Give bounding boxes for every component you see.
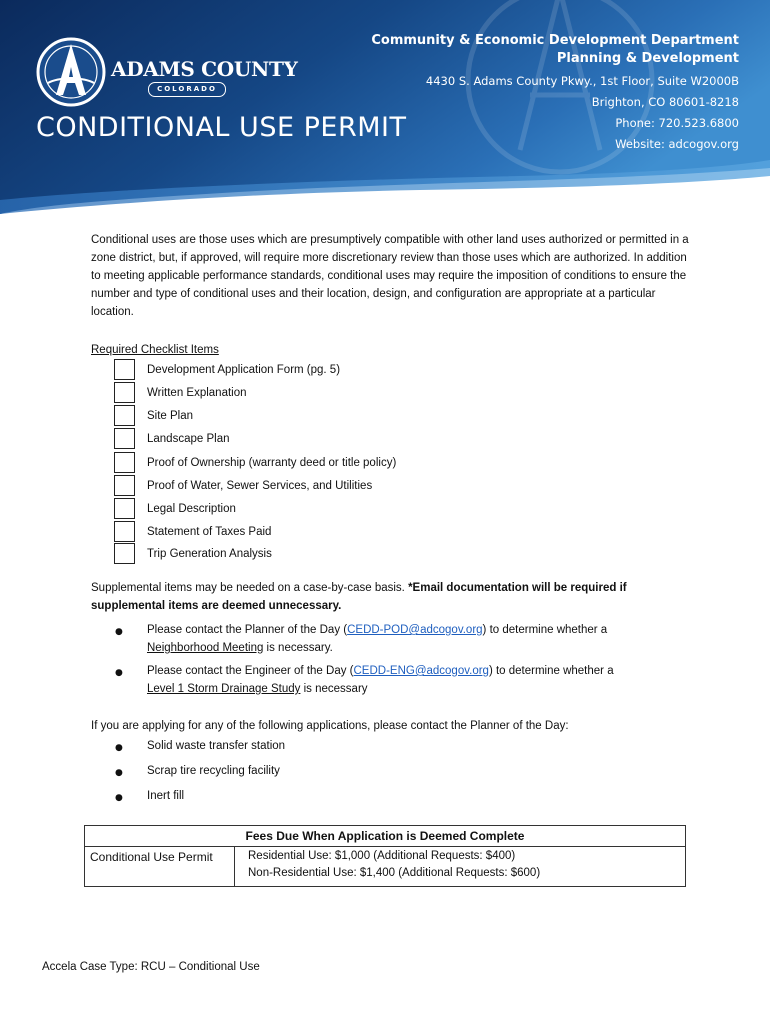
checklist-item-label: Development Application Form (pg. 5) [147,364,341,376]
planner-email-link[interactable]: CEDD-POD@adcogov.org [347,624,483,636]
checkbox[interactable] [114,382,135,403]
contact-text: is necessary [300,683,368,695]
fee-table [84,825,686,887]
checklist-item-label: Landscape Plan [147,433,230,445]
division-name: Planning & Development [556,51,739,66]
checklist-item-label: Legal Description [147,503,236,515]
office-city: Brighton, CO 80601-8218 [591,95,739,109]
contact-planner-item [147,621,677,657]
county-name: ADAMS COUNTY [111,57,298,81]
contact-text: ) to determine whether a [482,624,608,636]
supplemental-text: Supplemental items may be needed on a case-by-case basis. [91,582,409,594]
fee-table-header: Fees Due When Application is Deemed Complete [85,826,685,847]
engineer-email-link[interactable]: CEDD-ENG@adcogov.org [353,665,489,677]
checkbox[interactable] [114,359,135,380]
checklist-item-label: Proof of Ownership (warranty deed or title policy) [147,457,397,469]
checklist-item-label: Statement of Taxes Paid [147,526,272,538]
checkbox[interactable] [114,543,135,564]
application-type-item: Scrap tire recycling facility [147,765,280,777]
supplemental-bold-note: *Email documentation will be required if supplemental items are deemed unnecessary. [91,582,627,612]
fee-residential: Residential Use: $1,000 (Additional Requests: $400) [248,850,516,862]
office-phone: Phone: 720.523.6800 [615,116,739,130]
checkbox[interactable] [114,428,135,449]
office-website: Website: adcogov.org [615,137,739,151]
bullet-icon: ● [115,743,123,753]
intro-paragraph: Conditional uses are those uses which are presumptively compatible with other land uses authorized or permitted in a zone district, but, if approved, will require more discretionary review than those uses which are authorized. In addition to meeting applicable performance standards, conditional uses may require the imposition of conditions to ensure the number and type of conditional uses and their location, design, and configuration are appropriate at a particular location. [91,234,689,318]
checkbox[interactable] [114,452,135,473]
contact-engineer-item [147,662,677,698]
checkbox[interactable] [114,521,135,542]
application-type-item: Solid waste transfer station [147,740,286,752]
checkbox[interactable] [114,405,135,426]
checklist-item-label: Trip Generation Analysis [147,548,272,560]
storm-drainage-study-text: Level 1 Storm Drainage Study [147,683,301,695]
bullet-icon: ● [115,627,123,637]
contact-text: Please contact the Engineer of the Day ( [147,665,354,677]
application-type-item: Inert fill [147,790,185,802]
header-banner [0,0,770,215]
applying-paragraph: If you are applying for any of the following applications, please contact the Planner of the Day: [91,720,569,732]
contact-text: Please contact the Planner of the Day ( [147,624,348,636]
state-badge: COLORADO [148,82,226,97]
checklist-item-label: Written Explanation [147,387,247,399]
fee-permit-label: Conditional Use Permit [85,846,235,886]
supplemental-paragraph [91,579,691,615]
contact-text: ) to determine whether a [488,665,614,677]
checkbox[interactable] [114,475,135,496]
checklist-title: Required Checklist Items [91,344,219,356]
bullet-icon: ● [115,768,123,778]
adams-county-seal-icon [36,37,106,107]
contact-text: is necessary. [263,642,333,654]
checkbox[interactable] [114,498,135,519]
document-title: CONDITIONAL USE PERMIT [36,112,407,143]
case-type-footer: Accela Case Type: RCU – Conditional Use [42,961,260,973]
office-address: 4430 S. Adams County Pkwy., 1st Floor, Suite W2000B [425,74,739,88]
bullet-icon: ● [115,793,123,803]
neighborhood-meeting-text: Neighborhood Meeting [147,642,264,654]
checklist-item-label: Site Plan [147,410,194,422]
department-name: Community & Economic Development Department [371,33,739,48]
checklist-item-label: Proof of Water, Sewer Services, and Utilities [147,480,373,492]
bullet-icon: ● [115,668,123,678]
fee-non-residential: Non-Residential Use: $1,400 (Additional Requests: $600) [248,867,541,879]
